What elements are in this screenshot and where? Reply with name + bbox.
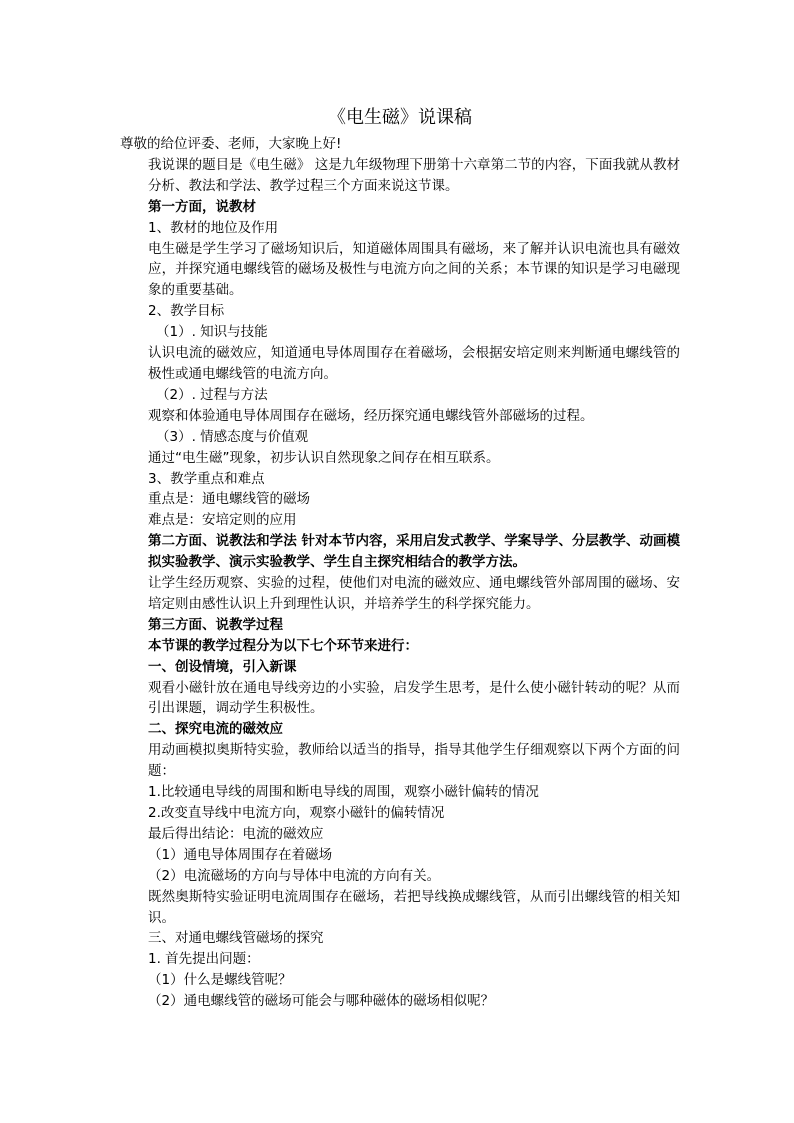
methods-paragraph: 让学生经历观察、实验的过程，使他们对电流的磁效应、通电螺线管外部周围的磁场、安培定则由感性认识上升到理性认识，并培养学生的科学探究能力。 (148, 575, 680, 612)
step-two-item-2: 2.改变直导线中电流方向，观察小磁针的偏转情况 (148, 805, 445, 821)
goal-process-heading: （2）. 过程与方法 (156, 386, 268, 403)
transition-paragraph: 既然奥斯特实验证明电流周围存在磁场，若把导线换成螺线管，从而引出螺线管的相关知识。 (148, 888, 680, 926)
question-1: （1）什么是螺线管呢？ (148, 972, 292, 989)
document-title: 《电生磁》说课稿 (328, 107, 472, 128)
section-heading-textbook: 第一方面，说教材 (148, 198, 256, 215)
subheading-key-points: 3、教学重点和难点 (148, 470, 265, 487)
question-2: （2）通电螺线管的磁场可能会与哪种磁体的磁场相似呢？ (148, 993, 495, 1010)
key-point-text: 重点是：通电螺线管的磁场 (148, 491, 310, 508)
conclusion-item-2: （2）电流磁场的方向与导体中电流的方向有关。 (148, 867, 441, 884)
goal-attitude-heading: （3）. 情感态度与价值观 (156, 428, 309, 445)
goal-attitude-text: 通过“电生磁”现象，初步认识自然现象之间存在相互联系。 (148, 449, 500, 466)
step-one-heading: 一、创设情境，引入新课 (148, 658, 297, 675)
goal-process-text: 观察和体验通电导体周围存在磁场，经历探究通电螺线管外部磁场的过程。 (148, 407, 594, 424)
process-intro: 本节课的教学过程分为以下七个环节来进行： (148, 637, 418, 654)
section-heading-process: 第三方面、说教学过程 (148, 616, 283, 633)
step-two-item-1: 1.比较通电导线的周围和断电导线的周围，观察小磁针偏转的情况 (148, 784, 539, 801)
step-two-text: 用动画模拟奥斯特实验，教师给以适当的指导，指导其他学生仔细观察以下两个方面的问题： (148, 742, 680, 780)
goal-knowledge-text: 认识电流的磁效应，知道通电导体周围存在着磁场，会根据安培定则来判断通电螺线管的极性或通电螺线管的电流方向。 (148, 345, 680, 382)
difficulty-text: 难点是：安培定则的应用 (148, 512, 297, 529)
step-two-heading: 二、探究电流的磁效应 (148, 721, 283, 738)
subheading-goals: 2、教学目标 (148, 303, 225, 320)
status-paragraph: 电生磁是学生学习了磁场知识后，知道磁体周围具有磁场，来了解并认识电流也具有磁效应，并探究通电螺线管的磁场及极性与电流方向之间的关系；本节课的知识是学习电磁现象的重要基础。 (148, 240, 680, 299)
greeting-line: 尊敬的给位评委、老师，大家晚上好! (120, 136, 342, 152)
question-intro: 1. 首先提出问题： (148, 951, 260, 968)
goal-knowledge-heading: （1）. 知识与技能 (156, 324, 268, 341)
step-one-text: 观看小磁针放在通电导线旁边的小实验，启发学生思考，是什么使小磁针转动的呢？从而引出课题，调动学生积极性。 (148, 679, 680, 717)
conclusion-item-1: （1）通电导体周围存在着磁场 (148, 846, 333, 863)
conclusion-line: 最后得出结论：电流的磁效应 (148, 825, 324, 842)
document-body (120, 134, 680, 1012)
section-heading-methods: 第二方面、说教法和学法 针对本节内容，采用启发式教学、学案导学、分层教学、动画模拟实验教学、演示实验教学、学生自主探究相结合的教学方法。 (148, 533, 680, 571)
subheading-status: 1、教材的地位及作用 (148, 219, 279, 236)
step-three-heading: 三、对通电螺线管磁场的探究 (148, 930, 324, 947)
intro-paragraph: 我说课的题目是《电生磁》 这是九年级物理下册第十六章第二节的内容，下面我就从教材分析、教法和学法、教学过程三个方面来说这节课。 (148, 156, 680, 194)
